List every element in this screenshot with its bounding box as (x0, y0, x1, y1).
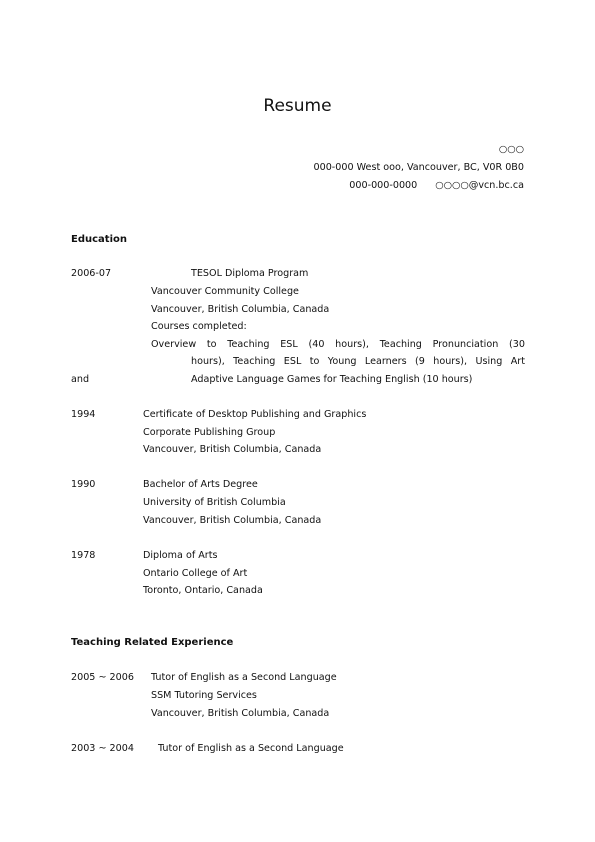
education-year: 2006-07 (71, 268, 112, 279)
courses-line-1: Overview to Teaching ESL (40 hours), Teaching Pronunciation (30 (151, 339, 525, 350)
education-heading: Education (71, 234, 127, 245)
education-line: TESOL Diploma Program (191, 268, 309, 279)
education-line: Ontario College of Art (143, 568, 248, 579)
education-line: Bachelor of Arts Degree (143, 479, 258, 490)
courses-line-2: hours), Teaching ESL to Young Learners (9 hours), Using Art (191, 356, 525, 367)
education-line: Courses completed: (151, 321, 247, 332)
education-line: Vancouver Community College (151, 286, 299, 297)
education-line: Toronto, Ontario, Canada (143, 585, 263, 596)
experience-line: SSM Tutoring Services (151, 690, 257, 701)
courses-wrap-word: and (71, 374, 90, 385)
contact-phone-email (349, 180, 524, 192)
education-year: 1978 (71, 550, 96, 561)
education-line: Vancouver, British Columbia, Canada (143, 444, 322, 455)
education-line: Vancouver, British Columbia, Canada (143, 515, 322, 526)
courses-line-3: Adaptive Language Games for Teaching English (10 hours) (191, 374, 473, 385)
experience-years: 2003 ~ 2004 (71, 743, 134, 754)
education-year: 1990 (71, 479, 96, 490)
experience-line: Tutor of English as a Second Language (151, 672, 337, 683)
experience-years: 2005 ~ 2006 (71, 672, 134, 683)
experience-heading: Teaching Related Experience (71, 637, 234, 648)
experience-line: Vancouver, British Columbia, Canada (151, 708, 330, 719)
experience-line: Tutor of English as a Second Language (158, 743, 344, 754)
education-year: 1994 (71, 409, 96, 420)
contact-phone: 000-000-0000 (349, 180, 418, 191)
education-line: Diploma of Arts (143, 550, 218, 561)
education-line: Corporate Publishing Group (143, 427, 276, 438)
contact-address: 000-000 West ooo, Vancouver, BC, V0R 0B0 (313, 162, 524, 173)
page-title: Resume (263, 96, 332, 116)
contact-name: ○○○ (498, 144, 524, 155)
contact-email: ○○○○@vcn.bc.ca (435, 180, 524, 191)
education-line: Certificate of Desktop Publishing and Graphics (143, 409, 367, 420)
education-line: University of British Columbia (143, 497, 286, 508)
education-line: Vancouver, British Columbia, Canada (151, 304, 330, 315)
